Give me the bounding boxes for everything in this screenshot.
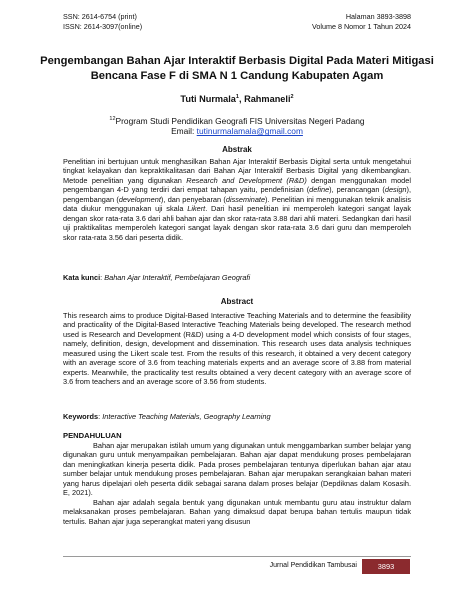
author-name: Rahmaneli xyxy=(244,94,291,105)
author-sup: 2 xyxy=(290,94,294,100)
paper-title: Pengembangan Bahan Ajar Interaktif Berbasis Digital Pada Materi Mitigasi Bencana Fase F di SMA N 1 Candung Kabupaten Agam xyxy=(40,55,434,82)
email-label: Email: xyxy=(171,126,197,137)
body-paragraph: Bahan ajar adalah segala bentuk yang digunakan untuk membantu guru atau instruktur dalam melaksanakan proses pembelajaran. Bahan yang dimaksud dapat berupa bahan tertulis maupun tidak tertulis. Bahan ajar juga seperangkat materi yang disusun xyxy=(63,497,411,526)
header-right xyxy=(312,12,411,32)
volume-info: Volume 8 Nomor 1 Tahun 2024 xyxy=(312,22,411,31)
author-sup: 1 xyxy=(235,94,239,100)
affiliation-text: Program Studi Pendidikan Geografi FIS Universitas Negeri Padang xyxy=(115,115,365,126)
keywords: Keywords: Interactive Teaching Materials, Geography Learning xyxy=(63,412,271,421)
abstract-heading: Abstract xyxy=(220,297,254,306)
abstrak-heading: Abstrak xyxy=(222,145,252,154)
author-line xyxy=(0,94,474,104)
body-paragraph: Bahan ajar merupakan istilah umum yang digunakan untuk menggambarkan sumber belajar yang digunakan guru untuk menyampaikan pembelajaran. Bahan ajar dapat mendukung proses pembelajaran dan meningkatkan kinerja peserta didik. Pada proses pembelajaran tentunya diperlukan bahan ajar atau sumber belajar untuk mendukung proses pembelajaran. Bahan ajar merupakan serangkaian bahan materi yang harus dipelajari oleh peserta didik sebagai sarana dalam proses belajar (Depdiknas dalam Kosasih. E, 2021). xyxy=(63,441,411,498)
page-range: Halaman 3893-3898 xyxy=(345,12,411,21)
journal-name: Jurnal Pendidikan Tambusai xyxy=(269,562,357,569)
section-heading: PENDAHULUAN xyxy=(63,431,122,440)
issn-online: ISSN: 2614-3097(online) xyxy=(63,22,143,31)
author-name: Tuti Nurmala xyxy=(180,94,236,105)
header-left xyxy=(63,12,142,32)
affiliation-sup: 12 xyxy=(109,116,116,122)
email-link[interactable]: tutinurmalamala@gmail.com xyxy=(196,126,303,137)
author-separator: , xyxy=(238,94,245,105)
affiliation xyxy=(0,114,474,137)
kata-kunci: Kata kunci: Bahan Ajar Interaktif, Pembelajaran Geografi xyxy=(63,273,251,282)
body-text xyxy=(63,441,411,526)
issn-print: SSN: 2614-6754 (print) xyxy=(63,12,137,21)
abstrak-paragraph: Penelitian ini bertujuan untuk menghasilkan Bahan Ajar Interaktif Berbasis Digital serta untuk mengetahui tingkat kelayakan dan kepraktikalitasan dari Bahan Ajar Interaktif Berbasis Digital yang dikembangkan. Metode penelitian yang digunakan Research and Development (R&D) dengan menggunakan model pengembangan 4-D yang terdiri dari empat tahapan yaitu, pendefinisian (define), perancangan (design), pengembangan (development), dan penyebaran (disseminate). Penelitian ini menggunakan teknik analisis data diukur menggunakan uji skala Likert. Dari hasil penelitian ini memperoleh kategori sangat layak dengan skor rata-rata 3.6 dari ahli bahan ajar dan skor rata-rata 3.88 dari ahli materi. Sedangkan dari hasil uji praktikalitas memperoleh kategori sangat layak dengan skor rata-rata 3.6 dari guru dan memperoleh skor rata-rata 3.56 dari peserta didik. xyxy=(63,157,411,242)
footer-divider xyxy=(63,556,411,557)
abstract-paragraph: This research aims to produce Digital-Based Interactive Teaching Materials and to determine the feasibility and practicality of the Digital-Based Interactive Teaching Materials being developed. The research method used is Research and Development (R&D) using a 4-D development model which consists of four stages, namely, definition, design, development and dissemination. This research uses data analysis techniques measured using the Likert scale test. From the results of this research, it obtained a very decent category with an average score of 3.6 from teaching materials experts and an average score of 3.88 from material experts. Meanwhile, the practicality test results obtained a very decent category with an average score of 3.6 from teachers and an average score of 3.56 from students. xyxy=(63,311,411,387)
page-number-badge: 3893 xyxy=(362,559,410,574)
